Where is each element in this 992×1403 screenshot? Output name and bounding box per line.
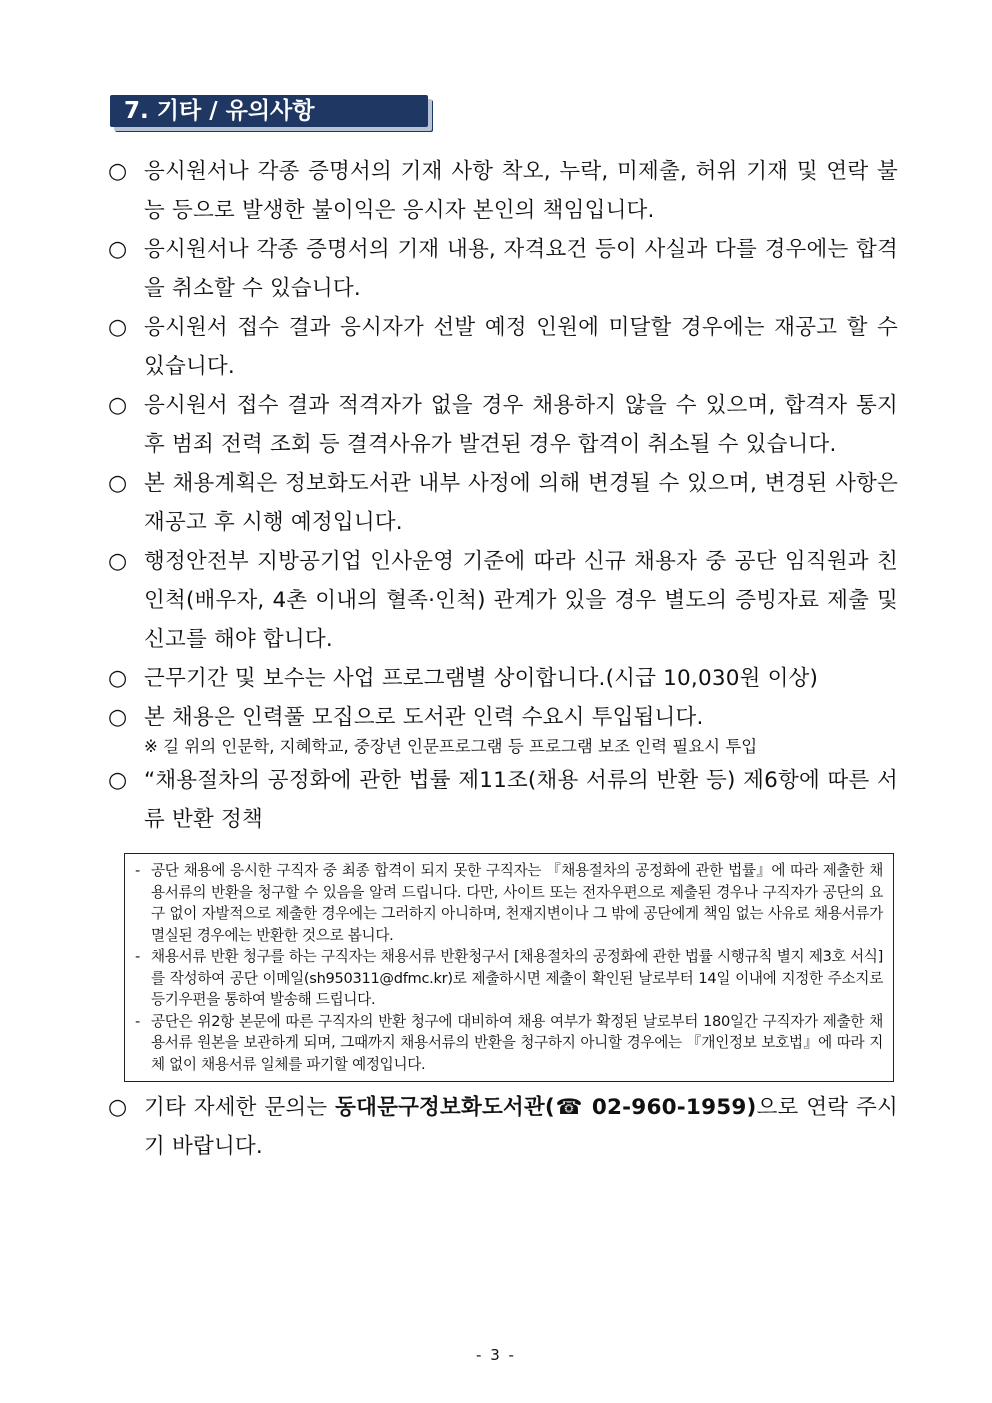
item-text: 응시원서나 각종 증명서의 기재 사항 착오, 누락, 미제출, 허위 기재 및 연락 불능 등으로 발생한 불이익은 응시자 본인의 책임입니다. xyxy=(144,159,898,223)
circle-bullet-icon: ○ xyxy=(108,666,128,691)
circle-bullet-icon: ○ xyxy=(108,471,128,496)
list-item xyxy=(108,659,898,698)
circle-bullet-icon: ○ xyxy=(108,315,128,340)
circle-bullet-icon: ○ xyxy=(108,159,128,184)
dash-marker: - xyxy=(135,862,140,879)
page-number: - 3 - xyxy=(476,1346,516,1364)
circle-bullet-icon: ○ xyxy=(108,705,128,730)
contact-prefix: 기타 자세한 문의는 xyxy=(144,1095,336,1120)
section-title: 7. 기타 / 유의사항 xyxy=(110,95,428,127)
document-return-policy-box xyxy=(124,853,894,1082)
list-item xyxy=(108,152,898,230)
item-text: 행정안전부 지방공기업 인사운영 기준에 따라 신규 채용자 중 공단 임직원과 친인척(배우자, 4촌 이내의 혈족·인척) 관계가 있을 경우 별도의 증빙자료 제출 및 신고를 해야 합니다. xyxy=(144,549,898,652)
contact-library-phone: 동대문구정보화도서관(☎ 02-960-1959) xyxy=(335,1095,757,1120)
contact-suffix: 으로 연락 주시기 바랍니다. xyxy=(144,1095,899,1159)
contact-item xyxy=(108,1088,898,1166)
circle-bullet-icon: ○ xyxy=(108,549,128,574)
circle-bullet-icon: ○ xyxy=(108,393,128,418)
circle-bullet-icon: ○ xyxy=(108,768,128,793)
circle-bullet-icon: ○ xyxy=(108,1095,128,1120)
policy-line xyxy=(135,1011,883,1076)
item-text: 근무기간 및 보수는 사업 프로그램별 상이합니다.(시급 10,030원 이상) xyxy=(144,666,819,691)
list-item xyxy=(108,308,898,386)
item-text: 응시원서 접수 결과 응시자가 선발 예정 인원에 미달할 경우에는 재공고 할 수 있습니다. xyxy=(144,315,898,379)
list-item xyxy=(108,464,898,542)
notice-list xyxy=(108,152,898,1166)
policy-line xyxy=(135,860,883,946)
policy-text: 공단은 위2항 본문에 따른 구직자의 반환 청구에 대비하여 채용 여부가 확정된 날로부터 180일간 구직자가 제출한 채용서류 원본을 보관하게 되며, 그때까지 채용서류의 반환을 청구하지 아니할 경우에는 『개인정보 보호법』에 따라 지체 없이 채용서류 일체를 파기할 예정입니다. xyxy=(151,1012,883,1073)
list-item xyxy=(108,542,898,659)
list-item xyxy=(108,698,898,737)
item-text: 응시원서 접수 결과 적격자가 없을 경우 채용하지 않을 수 있으며, 합격자 통지 후 범죄 전력 조회 등 결격사유가 발견된 경우 합격이 취소될 수 있습니다. xyxy=(144,393,898,457)
policy-text: 공단 채용에 응시한 구직자 중 최종 합격이 되지 못한 구직자는 『채용절차의 공정화에 관한 법률』에 따라 제출한 채용서류의 반환을 청구할 수 있음을 알려 드립니다. 다만, 사이트 또는 전자우편으로 제출된 경우나 구직자가 공단의 요구 없이 자발적으로 제출한 경우에는 그러하지 아니하며, 천재지변이나 그 밖에 공단에게 책임 없는 사유로 채용서류가 멸실된 경우에는 반환한 것으로 봅니다. xyxy=(151,862,883,944)
list-item xyxy=(108,386,898,464)
dash-marker: - xyxy=(135,1012,140,1030)
list-item xyxy=(108,761,898,839)
item-text: 응시원서나 각종 증명서의 기재 내용, 자격요건 등이 사실과 다를 경우에는 합격을 취소할 수 있습니다. xyxy=(144,237,898,301)
item-text: 본 채용계획은 정보화도서관 내부 사정에 의해 변경될 수 있으며, 변경된 사항은 재공고 후 시행 예정입니다. xyxy=(144,471,898,535)
note-text: ※ 길 위의 인문학, 지혜학교, 중장년 인문프로그램 등 프로그램 보조 인력 필요시 투입 xyxy=(144,737,758,756)
policy-line xyxy=(135,946,883,1011)
item-text: “채용절차의 공정화에 관한 법률 제11조(채용 서류의 반환 등) 제6항에 따른 서류 반환 정책 xyxy=(144,768,898,832)
policy-text: 채용서류 반환 청구를 하는 구직자는 채용서류 반환청구서 [채용절차의 공정화에 관한 법률 시행규칙 별지 제3호 서식]를 작성하여 공단 이메일(sh950311@dfmc.kr)로 제출하시면 제출이 확인된 날로부터 14일 이내에 지정한 주소지로 등기우편을 통하여 발송해 드립니다. xyxy=(151,948,883,1008)
dash-marker: - xyxy=(135,948,140,965)
item-text: 본 채용은 인력풀 모집으로 도서관 인력 수요시 투입됩니다. xyxy=(144,705,704,730)
circle-bullet-icon: ○ xyxy=(108,237,128,262)
list-item xyxy=(108,230,898,308)
